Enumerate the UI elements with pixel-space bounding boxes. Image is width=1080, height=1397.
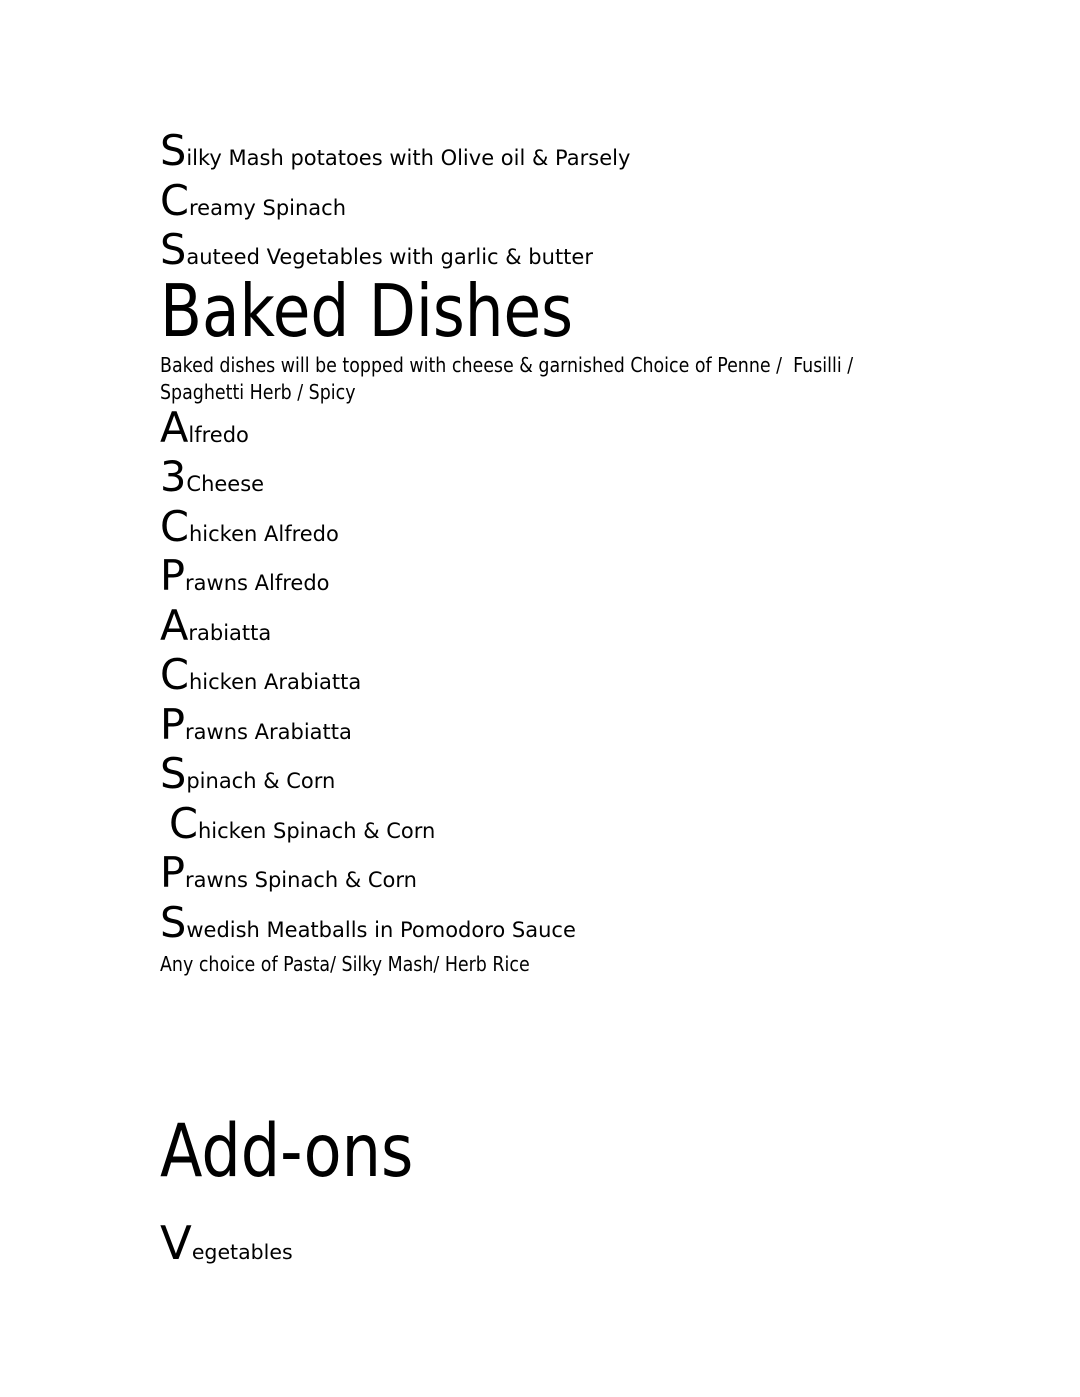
menu-item-text: auteed Vegetables with garlic & butter xyxy=(186,245,593,269)
drop-cap: S xyxy=(160,749,187,798)
menu-item-swedish-meatballs xyxy=(160,897,1080,956)
drop-cap: S xyxy=(160,225,187,274)
drop-cap: A xyxy=(160,600,189,650)
drop-cap: S xyxy=(160,897,187,947)
menu-item-chicken-spinach-corn xyxy=(160,798,1080,857)
drop-cap: C xyxy=(160,175,189,225)
menu-item-creamy-spinach xyxy=(160,175,1080,234)
menu-item-text: wedish Meatballs in Pomodoro Sauce xyxy=(186,917,576,942)
menu-item-text: egetables xyxy=(191,1239,293,1264)
drop-cap: P xyxy=(160,551,186,600)
baked-items-group xyxy=(160,402,1080,956)
menu-item-text: hicken Arabiatta xyxy=(188,670,362,694)
drop-cap: C xyxy=(169,798,198,848)
menu-item-alfredo xyxy=(160,402,1080,461)
menu-item-chicken-arabiatta xyxy=(160,650,1080,708)
menu-item-spinach-corn xyxy=(160,749,1080,807)
menu-item-arabiatta xyxy=(160,600,1080,659)
menu-item-text: ilky Mash potatoes with Olive oil & Parsely xyxy=(186,146,631,170)
drop-cap: 3 xyxy=(160,452,187,501)
menu-item-prawns-arabiatta xyxy=(160,699,1080,758)
drop-cap: P xyxy=(160,699,186,749)
baked-dishes-heading: Baked Dishes xyxy=(160,268,574,353)
menu-item-text: pinach & Corn xyxy=(186,769,336,793)
menu-item-prawns-spinach-corn xyxy=(160,848,1080,906)
baked-dishes-description: Baked dishes will be topped with cheese & garnished Choice of Penne / Fusilli / Spaghetti Herb / Spicy xyxy=(160,352,859,404)
menu-item-text: Cheese xyxy=(186,472,265,496)
menu-item-silky-mash-potatoes xyxy=(160,126,1080,184)
drop-cap: V xyxy=(160,1215,192,1270)
baked-dishes-footnote: Any choice of Pasta/ Silky Mash/ Herb Rice xyxy=(160,952,530,976)
menu-item-text: hicken Spinach & Corn xyxy=(197,818,436,843)
menu-item-prawns-alfredo xyxy=(160,551,1080,609)
menu-item-text: hicken Alfredo xyxy=(188,521,339,546)
drop-cap: S xyxy=(160,126,187,175)
menu-item-3cheese xyxy=(160,452,1080,510)
menu-item-chicken-alfredo xyxy=(160,501,1080,560)
menu-item-vegetables xyxy=(160,1215,1080,1280)
menu-item-text: rawns Spinach & Corn xyxy=(185,868,417,892)
menu-item-text: rawns Arabiatta xyxy=(185,719,352,744)
drop-cap: P xyxy=(160,848,186,897)
menu-item-text: lfredo xyxy=(188,422,249,447)
menu-item-text: rabiatta xyxy=(188,620,272,645)
drop-cap: C xyxy=(160,650,189,699)
menu-item-text: reamy Spinach xyxy=(188,195,347,220)
sides-items-group xyxy=(160,126,1080,283)
add-ons-heading: Add-ons xyxy=(160,1108,414,1194)
drop-cap: A xyxy=(160,402,189,452)
menu-item-text: rawns Alfredo xyxy=(185,571,330,595)
drop-cap: C xyxy=(160,501,189,551)
